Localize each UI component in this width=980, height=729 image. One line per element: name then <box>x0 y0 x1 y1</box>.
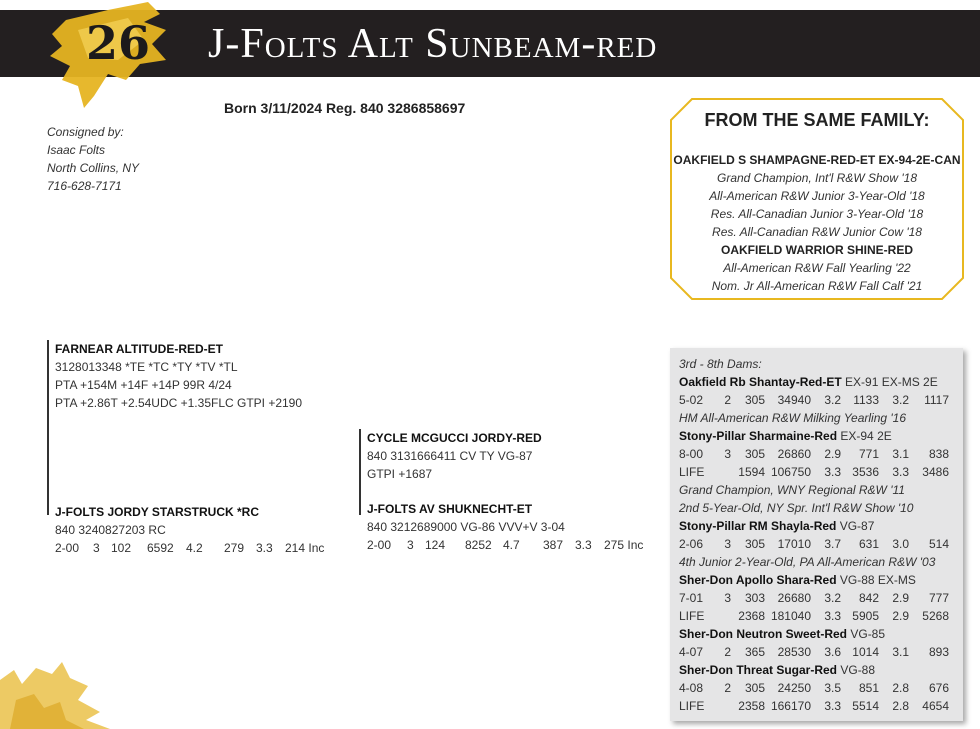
record-cell: 1117 <box>924 393 949 407</box>
dam-record <box>55 539 324 557</box>
mgd-line: 840 3212689000 VG-86 VVV+V 3-04 <box>367 520 565 534</box>
record-cell: 3 <box>724 591 731 605</box>
gold-splash-decoration <box>0 640 140 729</box>
record-cell: 777 <box>928 591 949 605</box>
dam-entry-name-text: Oakfield Rb Shantay-Red-ET <box>679 375 842 389</box>
record-cell: 8-00 <box>679 447 704 461</box>
record-cell: 3.2 <box>824 591 841 605</box>
record-cell: 102 <box>111 541 132 555</box>
record-cell: 2-06 <box>679 537 704 551</box>
dam-entry-record <box>679 697 949 715</box>
record-cell: 3 <box>724 447 731 461</box>
record-cell: 387 <box>543 538 564 552</box>
record-cell: 842 <box>858 591 879 605</box>
mgs-line: 840 3131666411 CV TY VG-87 <box>367 449 533 463</box>
record-cell: 26860 <box>777 447 811 461</box>
record-cell: 305 <box>744 537 765 551</box>
dam-entry-record <box>679 607 949 625</box>
record-cell: 3.1 <box>892 645 909 659</box>
record-cell: 305 <box>744 447 765 461</box>
dam-entry-award: 2nd 5-Year-Old, NY Spr. Int'l R&W Show '10 <box>679 501 914 515</box>
dam-entry-classification: VG-87 <box>836 519 875 533</box>
dam-entry-record <box>679 445 949 463</box>
dam-entry-name-text: Sher-Don Apollo Shara-Red <box>679 573 837 587</box>
record-cell: LIFE <box>679 699 705 713</box>
record-cell: 2.8 <box>892 699 909 713</box>
record-cell: 3.6 <box>824 645 841 659</box>
record-cell: 305 <box>744 393 765 407</box>
dam-entry-classification: EX-91 EX-MS 2E <box>841 375 938 389</box>
dam-entry-record <box>679 643 949 661</box>
record-cell: 2 <box>724 393 731 407</box>
dam-entry-record <box>679 679 949 697</box>
record-cell: 2 <box>724 645 731 659</box>
record-cell: 3 <box>93 541 100 555</box>
record-cell: 2 <box>724 681 731 695</box>
lot-number: 26 <box>85 16 150 70</box>
record-cell: 4.7 <box>503 538 520 552</box>
dam-entry-name <box>679 517 949 535</box>
consignor-location: North Collins, NY <box>47 161 140 175</box>
dam-entry-record <box>679 463 949 481</box>
dam-entry-award: 4th Junior 2-Year-Old, PA All-American R&W '03 <box>679 555 936 569</box>
record-cell: 5514 <box>852 699 879 713</box>
record-cell: 7-01 <box>679 591 704 605</box>
dam-entry-classification: VG-85 <box>847 627 886 641</box>
mgd-record <box>367 536 643 554</box>
record-cell: 28530 <box>777 645 811 659</box>
dam-entry-name <box>679 373 949 391</box>
record-cell: 2368 <box>738 609 765 623</box>
dam-entry-award: HM All-American R&W Milking Yearling '16 <box>679 411 907 425</box>
dam-entry-name <box>679 571 949 589</box>
dam-entry-name <box>679 625 949 643</box>
family-line: OAKFIELD WARRIOR SHINE-RED <box>721 243 913 257</box>
record-cell: 631 <box>858 537 879 551</box>
record-cell: 2.9 <box>892 609 909 623</box>
record-cell: 26680 <box>777 591 811 605</box>
dam-block <box>55 503 324 557</box>
record-cell: 365 <box>744 645 765 659</box>
family-line: OAKFIELD S SHAMPAGNE-RED-ET EX-94-2E-CAN <box>673 153 961 167</box>
record-cell: 676 <box>928 681 949 695</box>
record-cell: LIFE <box>679 609 705 623</box>
record-cell: 5905 <box>852 609 879 623</box>
record-cell: 303 <box>744 591 765 605</box>
pedigree-line-right <box>359 429 361 515</box>
dam-entry-name-text: Sher-Don Neutron Sweet-Red <box>679 627 848 641</box>
record-cell: 5-02 <box>679 393 704 407</box>
family-line: Grand Champion, Int'l R&W Show '18 <box>716 171 917 185</box>
consigned-label: Consigned by: <box>47 125 124 139</box>
record-cell: 106750 <box>770 465 811 479</box>
pedigree-line-left <box>47 340 49 515</box>
record-cell: 8252 <box>465 538 492 552</box>
sire-line: 3128013348 *TE *TC *TY *TV *TL <box>55 360 238 374</box>
record-cell: 4-08 <box>679 681 704 695</box>
mgd-name: J-FOLTS AV SHUKNECHT-ET <box>367 502 533 516</box>
record-cell: 3 <box>724 537 731 551</box>
record-cell: 2.9 <box>892 591 909 605</box>
record-cell: 305 <box>744 681 765 695</box>
record-cell: 275 Inc <box>604 538 644 552</box>
sire-line: PTA +2.86T +2.54UDC +1.35FLC GTPI +2190 <box>55 396 303 410</box>
record-cell: 2-00 <box>55 541 80 555</box>
record-cell: 3.5 <box>824 681 841 695</box>
record-cell: 3536 <box>852 465 879 479</box>
record-cell: 5268 <box>922 609 949 623</box>
dam-entry-record <box>679 589 949 607</box>
record-cell: 214 Inc <box>285 541 325 555</box>
record-cell: 4-07 <box>679 645 704 659</box>
record-cell: 166170 <box>770 699 811 713</box>
record-cell: 3 <box>407 538 414 552</box>
family-line: Res. All-Canadian Junior 3-Year-Old '18 <box>710 207 924 221</box>
dam-entry-classification: VG-88 EX-MS <box>836 573 916 587</box>
dam-entry-name <box>679 661 949 679</box>
record-cell: 3.7 <box>824 537 841 551</box>
record-cell: 4654 <box>922 699 949 713</box>
record-cell: 124 <box>425 538 446 552</box>
consignor-name: Isaac Folts <box>47 143 106 157</box>
dam-entry-name-text: Sher-Don Threat Sugar-Red <box>679 663 838 677</box>
record-cell: 3.3 <box>824 699 841 713</box>
record-cell: 838 <box>928 447 949 461</box>
family-lines <box>670 151 964 295</box>
record-cell: 34940 <box>777 393 811 407</box>
record-cell: 3.3 <box>575 538 592 552</box>
dam-name: J-FOLTS JORDY STARSTRUCK *RC <box>55 505 260 519</box>
record-cell: 3486 <box>922 465 949 479</box>
animal-name: J-Folts Alt Sunbeam-red <box>208 21 658 67</box>
record-cell: 6592 <box>147 541 174 555</box>
dam-entry-name-text: Stony-Pillar RM Shayla-Red <box>679 519 837 533</box>
record-cell: 3.3 <box>256 541 273 555</box>
family-line: All-American R&W Fall Yearling '22 <box>723 261 911 275</box>
dam-entry-name-text: Stony-Pillar Sharmaine-Red <box>679 429 838 443</box>
record-cell: 2.8 <box>892 681 909 695</box>
record-cell: 3.2 <box>892 393 909 407</box>
record-cell: 1014 <box>852 645 879 659</box>
record-cell: 17010 <box>777 537 811 551</box>
sire-name: FARNEAR ALTITUDE-RED-ET <box>55 342 223 356</box>
family-line: Res. All-Canadian R&W Junior Cow '18 <box>712 225 922 239</box>
record-cell: 2-00 <box>367 538 392 552</box>
record-cell: 1133 <box>853 393 879 407</box>
dams-header: 3rd - 8th Dams: <box>679 357 762 371</box>
record-cell: 2.9 <box>824 447 841 461</box>
record-cell: 181040 <box>770 609 811 623</box>
mgs-block <box>367 429 542 483</box>
dam-entry-name <box>679 427 949 445</box>
sire-line: PTA +154M +14F +14P 99R 4/24 <box>55 378 232 392</box>
record-cell: 851 <box>858 681 879 695</box>
record-cell: 3.3 <box>892 465 909 479</box>
record-cell: 3.2 <box>824 393 841 407</box>
record-cell: 771 <box>858 447 879 461</box>
record-cell: 4.2 <box>186 541 203 555</box>
record-cell: 893 <box>928 645 949 659</box>
dam-entry-award: Grand Champion, WNY Regional R&W '11 <box>679 483 905 497</box>
mgd-block <box>367 500 643 554</box>
record-cell: 514 <box>928 537 949 551</box>
birth-registration-line: Born 3/11/2024 Reg. 840 3286858697 <box>224 100 466 116</box>
sire-block <box>55 340 302 412</box>
dam-entry-record <box>679 391 949 409</box>
consignor-phone: 716-628-7171 <box>47 179 122 193</box>
record-cell: LIFE <box>679 465 705 479</box>
dam-entry-classification: VG-88 <box>837 663 876 677</box>
family-line: Nom. Jr All-American R&W Fall Calf '21 <box>711 279 923 293</box>
dam-entry-record <box>679 535 949 553</box>
dam-entry-classification: EX-94 2E <box>837 429 892 443</box>
record-cell: 3.3 <box>824 609 841 623</box>
record-cell: 2358 <box>738 699 765 713</box>
family-line: All-American R&W Junior 3-Year-Old '18 <box>709 189 925 203</box>
mgs-line: GTPI +1687 <box>367 467 433 481</box>
record-cell: 1594 <box>738 465 765 479</box>
mgs-name: CYCLE MCGUCCI JORDY-RED <box>367 431 542 445</box>
dams-content <box>679 355 949 715</box>
record-cell: 3.0 <box>892 537 909 551</box>
record-cell: 3.1 <box>892 447 909 461</box>
record-cell: 24250 <box>777 681 811 695</box>
dam-line: 840 3240827203 RC <box>55 523 166 537</box>
consignor-info <box>47 123 139 195</box>
record-cell: 3.3 <box>824 465 841 479</box>
record-cell: 279 <box>224 541 245 555</box>
family-title: FROM THE SAME FAMILY: <box>704 110 930 130</box>
